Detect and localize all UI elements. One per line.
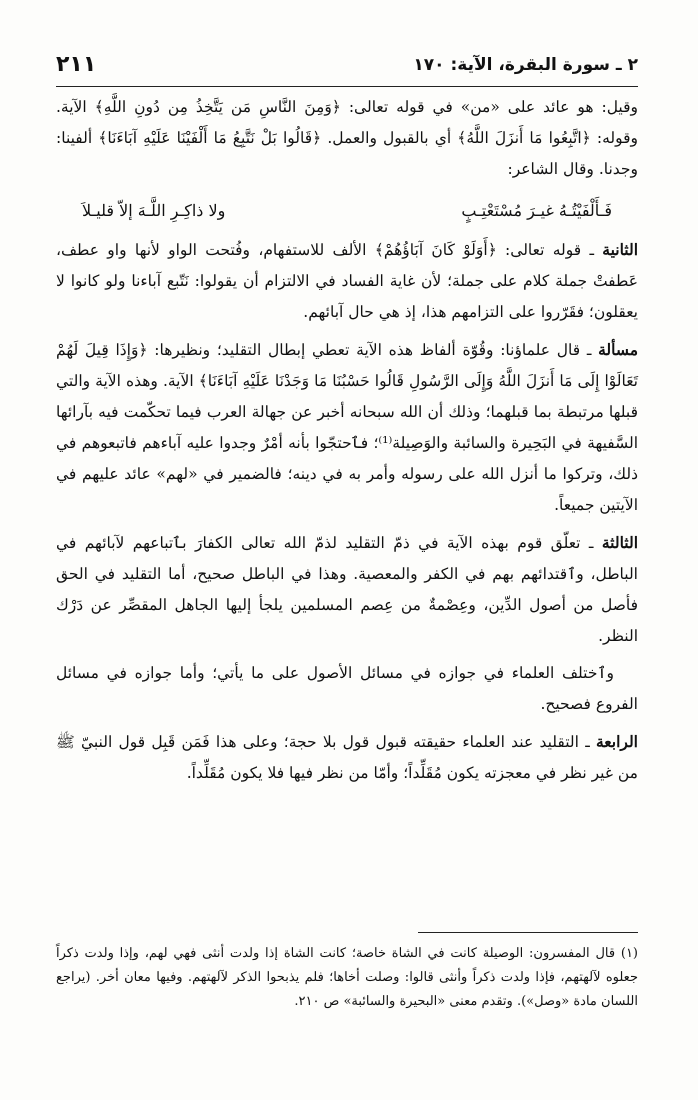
section-heading-third: الثالثة bbox=[601, 533, 638, 552]
footnote: (١) قال المفسرون: الوصيلة كانت في الشاة خاصة؛ كانت الشاة إذا ولدت أنثى فهي لهم، وإذا ولدت ذكراً جعلوه لآلهتهم، فإذا ولدت ذكراً وأنثى قالوا: وصلت أخاها؛ فلم يذبحوا الذكر لآلهتهم. وفيها معان أخر. (يراجع اللسان مادة «وصل»). وتقدم معنى «البحيرة والسائبة» ص ٢١٠. bbox=[56, 946, 638, 1009]
paragraph-second bbox=[56, 234, 638, 328]
poetry-verse bbox=[56, 191, 638, 234]
page-number: ٢١١ bbox=[56, 52, 97, 77]
verse-first-hemistich: فَـأَلْفَيْتُـهُ غيـرَ مُسْتَعْتِـبٍ bbox=[461, 201, 612, 220]
footnote-separator bbox=[418, 932, 638, 933]
paragraph-third-text: ـ تعلّق قوم بهذه الآية في ذمّ التقليد لذمّ الله تعالى الكفارَ بٱتباعهم لآبائهم في الباطل، وٱقتدائهم بهم في الكفر والمعصية. وهذا في الباطل صحيح، أما التقليد في الحق فأصل من أصول الدِّين، وعِصْمةٌ من عِصم المسلمين يلجأ إليها الجاهل المقصِّر عن دَرْك النظر. bbox=[56, 534, 638, 645]
paragraph-ikhtilaf: وٱختلف العلماء في جوازه في مسائل الأصول على ما يأتي؛ وأما جوازه في مسائل الفروع فصحيح. bbox=[56, 664, 638, 713]
paragraph-masala bbox=[56, 334, 638, 521]
paragraph-fourth bbox=[56, 726, 638, 789]
page-header bbox=[56, 52, 638, 87]
paragraph-masala-text: ـ قال علماؤنا: وقُوّة ألفاظ هذه الآية تعطي إبطال التقليد؛ ونظيرها: ﴿وَإِذَا قِيلَ لَهُمْ تَعَالَوْا إِلَى مَا أَنزَلَ اللَّهُ وَإِلَى الرَّسُولِ قَالُوا حَسْبُنَا مَا وَجَدْنَا عَلَيْهِ آبَاءَنَا﴾ الآية. وهذه الآية والتي قبلها مرتبطة بما قبلهما؛ وذلك أن الله سبحانه أخبر عن جهالة العرب فيما تحكّمت فيه بآرائها السَّفيهة في البَحِيرة والسائبة والوَصِيلة⁽¹⁾؛ فٱحتجّوا بأنه أمْرٌ وجدوا عليه آباءهم فاتبعوهم في ذلك، وتركوا ما أنزل الله على رسوله وأمر به في دينه؛ فالضمير في «لهم» عائد عليهم في الآيتين جميعاً. bbox=[56, 341, 638, 514]
verse-second-hemistich: ولا ذاكِـرِ اللَّـهَ إلاّ قليـلاَ bbox=[82, 201, 226, 220]
paragraph-fourth-text: ـ التقليد عند العلماء حقيقته قبول قول بلا حجة؛ وعلى هذا فَمَن قَبِل قول النبيّ ﷺ من غير نظر في معجزته يكون مُقَلِّداً؛ وأمّا من نظر فيها فلا يكون مُقَلِّداً. bbox=[56, 733, 638, 782]
section-heading-fourth: الرابعة bbox=[596, 732, 638, 751]
main-text bbox=[56, 92, 638, 795]
section-heading-masala: مسألة bbox=[598, 340, 638, 359]
paragraph-second-text: ـ قوله تعالى: ﴿أَوَلَوْ كَانَ آبَاؤُهُمْ﴾ الألف للاستفهام، وفُتحت الواو لأنها واو عطف، عَطفتْ جملة كلام على جملة؛ لأن غاية الفساد في الالتزام أن يقولوا: نَتّبع آباءنا ولو كانوا لا يعقلون؛ فقَرّروا على التزامهم هذا، إذ هي حال آبائهم. bbox=[56, 241, 638, 321]
section-heading-second: الثانية bbox=[602, 240, 638, 259]
running-title: ٢ ـ سورة البقرة، الآية: ١٧٠ bbox=[413, 55, 638, 75]
paragraph-1: وقيل: هو عائد على «من» في قوله تعالى: ﴿وَمِنَ النَّاسِ مَن يَتَّخِذُ مِن دُونِ اللَّهِ﴾ الآية. وقوله: ﴿اتَّبِعُوا مَا أَنزَلَ اللَّهُ﴾ أي بالقبول والعمل. ﴿قَالُوا بَلْ نَتَّبِعُ مَا أَلْفَيْنَا عَلَيْهِ آبَاءَنَا﴾ ألفينا: وجدنا. وقال الشاعر: bbox=[56, 98, 638, 178]
paragraph-third bbox=[56, 527, 638, 652]
